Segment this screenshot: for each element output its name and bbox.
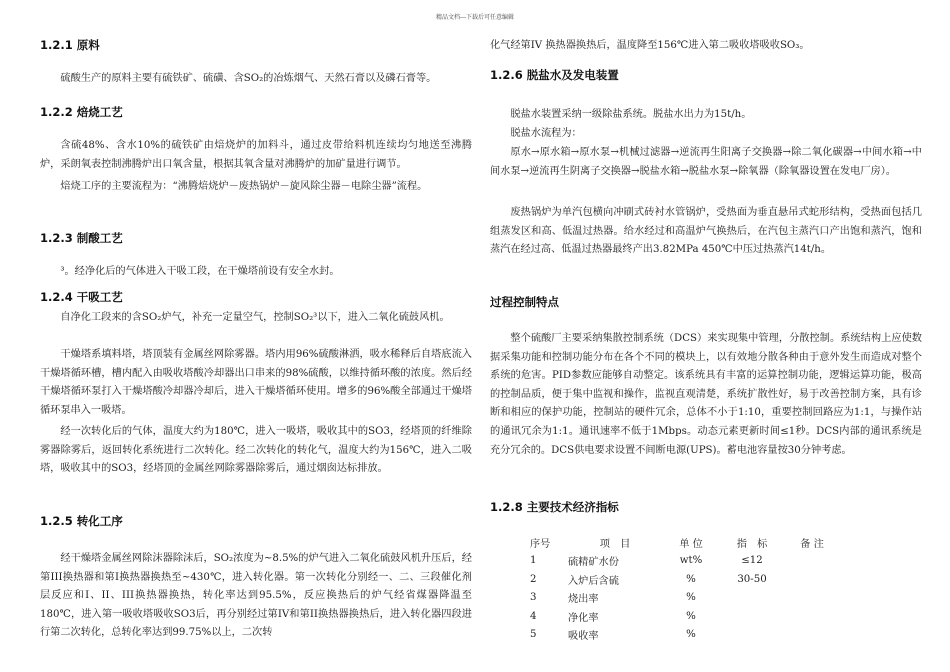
section-1-2-6-paragraph-3: 原水→原水箱→原水泵→机械过滤器→逆流再生阳离子交换器→除二氧化碳器→中间水箱→中间水泵→逆流再生阴离子交换器→脱盐水箱→脱盐水泵→除氧器（除氧器设置在发电厂房）。 bbox=[490, 147, 922, 177]
cell-unit: wt% bbox=[679, 555, 703, 567]
cell-item: 入炉后含硫 bbox=[568, 575, 619, 587]
section-1-2-4-paragraph-2: 干燥塔系填料塔，塔顶装有金属丝网除雾器。塔内用96%硫酸淋洒，吸水稀释后自塔底流入干燥塔循环槽，槽内配入由吸收塔酸冷却器出口串来的98%硫酸，以维持循环酸的浓度。然后经干燥塔循环泵打入干燥塔酸冷却器冷却后，进入干燥塔循环使用。增多的96%酸全部通过干燥塔循环泵串入一吸塔。 bbox=[40, 349, 472, 416]
table-row bbox=[530, 607, 840, 626]
section-1-2-4-title: 1.2.4 干吸工艺 bbox=[40, 290, 123, 304]
cell-remark bbox=[784, 570, 840, 589]
cell-item: 净化率 bbox=[568, 612, 599, 624]
cell-indicator bbox=[720, 626, 784, 645]
page-header-note: 精品文档---下载后可任意编辑 bbox=[435, 14, 515, 21]
col-header-number: 序号 bbox=[530, 538, 551, 550]
table-row bbox=[530, 570, 840, 589]
cell-item: 烧出率 bbox=[568, 594, 599, 606]
cell-number: 3 bbox=[530, 592, 537, 604]
section-1-2-3-paragraph: ³。经净化后的气体进入干吸工段，在干燥塔前设有安全水封。 bbox=[60, 266, 340, 277]
section-1-2-2-paragraph-1: 含硫48%、含水10%的硫铁矿由焙烧炉的加料斗，通过皮带给料机连续均匀地送至沸腾炉，采朗氧表控制沸腾炉出口氧含量，根据其氧含量对沸腾炉的加矿量进行调节。 bbox=[40, 140, 472, 170]
section-1-2-6-paragraph-2: 脱盐水流程为： bbox=[510, 128, 582, 139]
section-1-2-4-paragraph-3: 经一次转化后的气体，温度大约为180℃，进入一吸塔，吸收其中的SO3，经塔顶的纤维除雾器除雾后，返回转化系统进行二次转化。经二次转化的转化气，温度大约为156℃，进入二吸塔，吸收其中的SO3，经塔顶的金属丝网除雾器除雾后，通过烟囱达标排放。 bbox=[40, 426, 472, 475]
cell-unit: % bbox=[686, 629, 696, 641]
cell-number: 2 bbox=[530, 573, 537, 585]
section-1-2-6-paragraph-4: 废热锅炉为单汽包横向冲刷式砖衬水管锅炉，受热面为垂直悬吊式蛇形结构，受热面包括几组蒸发区和高、低温过热器。给水经过和高温炉气换热后，在汽包主蒸汽口产出饱和蒸汽，饱和蒸汽在经过高、低温过热器最终产出3.82MPa 450℃中压过热蒸汽14t/h。 bbox=[490, 207, 922, 256]
section-1-2-2-title: 1.2.2 焙烧工艺 bbox=[40, 105, 123, 119]
section-1-2-5-paragraph: 经干燥塔金属丝网除沫器除沫后，SO₂浓度为~8.5%的炉气进入二氧化硫鼓风机升压后，经第III换热器和第I换热器换热至~430℃，进入转化器。第一次转化分别经一、二、三段催化剂层反应和I、II、III换热器换热，转化率达到95.5%，反应换热后的炉气经省煤器降温至180℃，进入第一吸收塔吸收SO3后，再分别经过第IV和第II换热器换热后，进入转化器四段进行第二次转化，总转化率达到99.75%以上，二次转 bbox=[40, 553, 472, 639]
table-header-row bbox=[530, 533, 840, 552]
continued-paragraph: 化气经第IV 换热器换热后，温度降至156℃进入第二吸收塔吸收SO₃。 bbox=[490, 40, 810, 51]
cell-remark bbox=[784, 552, 840, 571]
col-header-indicator: 指 标 bbox=[736, 538, 768, 550]
section-1-2-2-paragraph-2: 焙烧工序的主要流程为：“沸腾焙烧炉－废热锅炉－旋风除尘器－电除尘器”流程。 bbox=[60, 181, 428, 192]
cell-unit: % bbox=[686, 573, 696, 585]
section-1-2-5-title: 1.2.5 转化工序 bbox=[40, 514, 123, 528]
cell-number: 4 bbox=[530, 610, 537, 622]
cell-number: 5 bbox=[530, 629, 537, 641]
cell-unit: % bbox=[686, 592, 696, 604]
section-1-2-6-title: 1.2.6 脱盐水及发电装置 bbox=[490, 68, 619, 82]
cell-item: 硫精矿水份 bbox=[568, 557, 619, 569]
table-row bbox=[530, 626, 840, 645]
section-1-2-3-title: 1.2.3 制酸工艺 bbox=[40, 231, 123, 245]
table-row bbox=[530, 552, 840, 571]
section-1-2-6-paragraph-1: 脱盐水装置采纳一级除盐系统。脱盐水出力为15t/h。 bbox=[510, 109, 752, 120]
table-row bbox=[530, 589, 840, 608]
cell-item: 吸收率 bbox=[568, 631, 599, 643]
cell-indicator: ≤12 bbox=[741, 555, 763, 567]
section-1-2-8-title: 1.2.8 主要技术经济指标 bbox=[490, 500, 619, 514]
cell-remark bbox=[784, 607, 840, 626]
col-header-remark: 备 注 bbox=[800, 538, 824, 550]
section-1-2-1-paragraph: 硫酸生产的原料主要有硫铁矿、硫磺、含SO₂的冶炼烟气、天然石膏以及磷石膏等。 bbox=[60, 73, 437, 84]
section-1-2-1-title: 1.2.1 原料 bbox=[40, 38, 100, 52]
cell-number: 1 bbox=[530, 555, 537, 567]
col-header-unit: 单 位 bbox=[679, 538, 703, 550]
cell-remark bbox=[784, 626, 840, 645]
section-1-2-4-paragraph-1: 自净化工段来的含SO₂炉气，补充一定量空气，控制SO₂³以下，进入二氧化硫鼓风机。 bbox=[60, 312, 450, 323]
cell-indicator bbox=[720, 589, 784, 608]
section-process-control-paragraph: 整个硫酸厂主要采纳集散控制系统（DCS）来实现集中管理，分散控制。系统结构上应使数据采集功能和控制功能分布在各个不同的模块上，以有效地分散各种由于意外发生而造成对整个系统的危害。PID参数应能够自动整定。该系统具有丰富的运算控制功能，逻辑运算功能，极高的控制品质，便于集中监视和操作，监视直观清楚，系统扩散性好，易于改善控制方案，具有诊断和相应的保护功能，控制站的硬件冗余，总体不小于1:10，重要控制回路应为1:1，与操作站的通讯冗余为1:1。通讯速率不低于1Mbps。动态元素更新时间≤1秒。DCS内部的通讯系统是充分冗余的。DCS供电要求设置不间断电源(UPS)。蓄电池容量按30分钟考虑。 bbox=[490, 333, 922, 456]
section-process-control-title: 过程控制特点 bbox=[490, 295, 559, 309]
cell-unit: % bbox=[686, 610, 696, 622]
cell-remark bbox=[784, 589, 840, 608]
cell-indicator bbox=[720, 607, 784, 626]
col-header-item: 项 目 bbox=[599, 538, 631, 550]
cell-indicator: 30-50 bbox=[737, 573, 767, 585]
tech-econ-indicator-table bbox=[530, 533, 840, 644]
